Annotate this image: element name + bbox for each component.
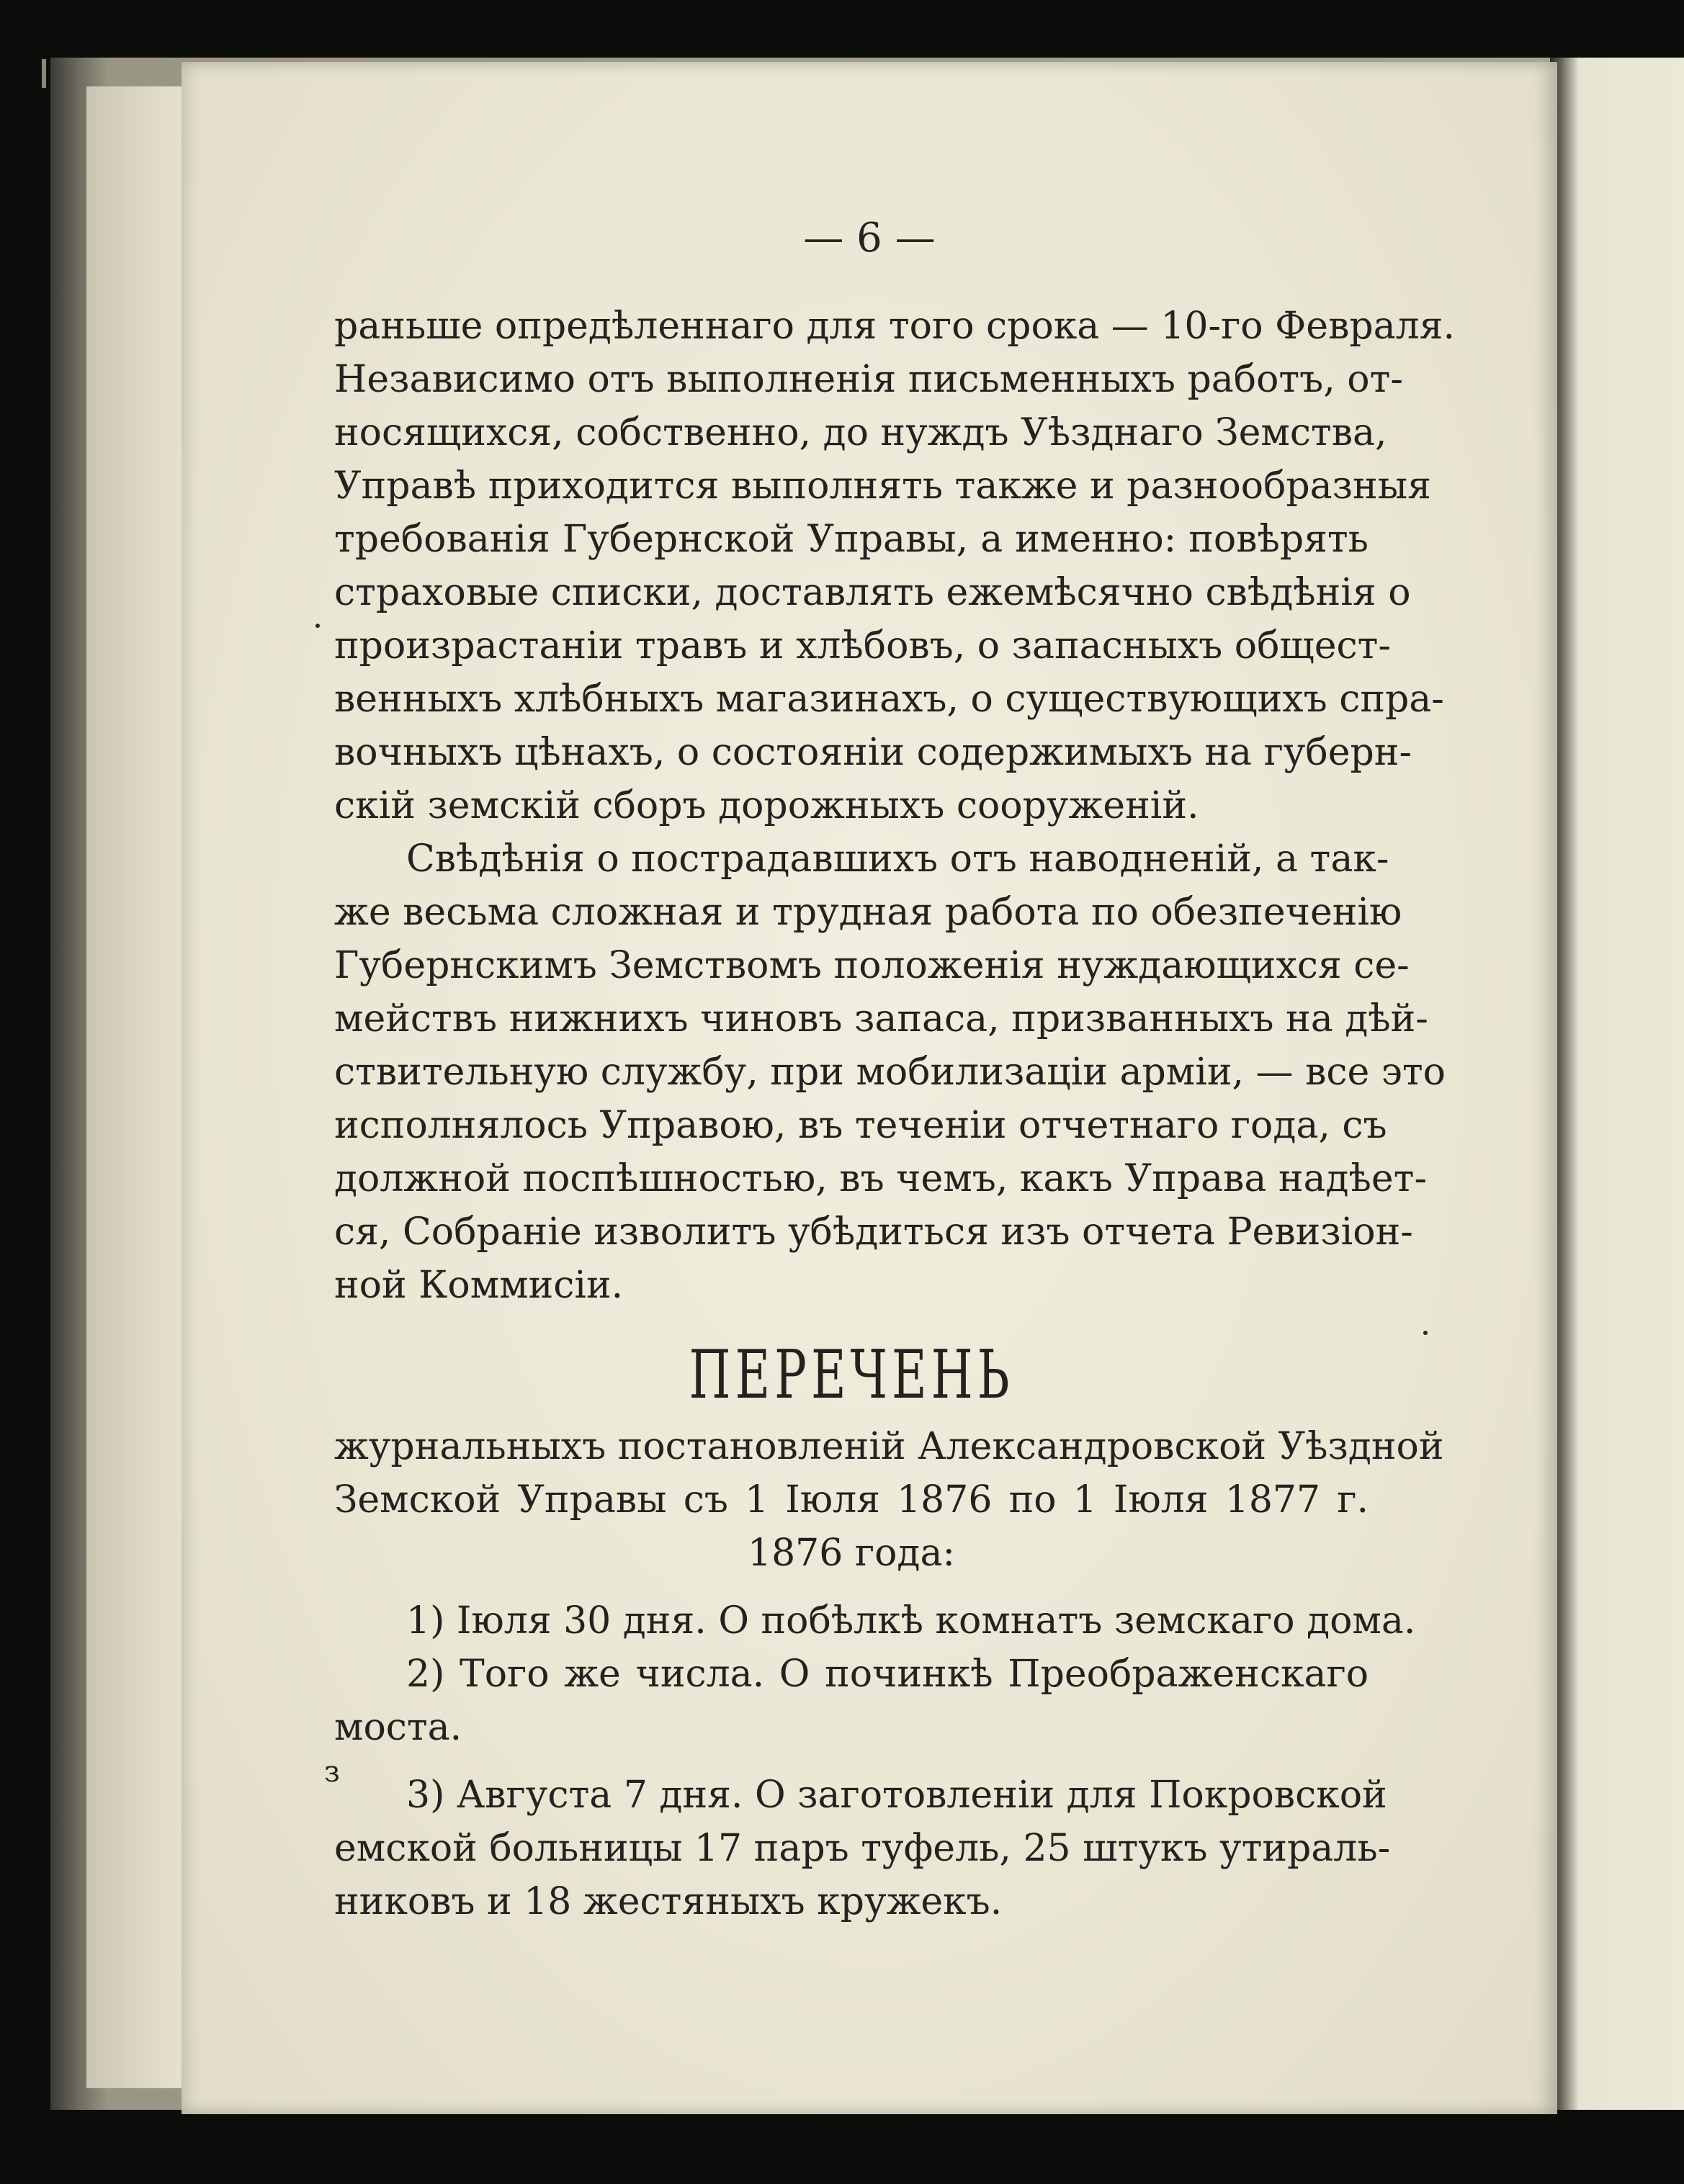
list-item-continued: моста.	[334, 1706, 462, 1749]
list-item: 2) Того же числа. О починкѣ Преображенскаго	[406, 1653, 1369, 1696]
list-item-continued: никовъ и 18 жестяныхъ кружекъ.	[334, 1880, 1003, 1923]
spacer	[334, 1580, 1369, 1594]
text-line: ся, Собраніе изволитъ убѣдиться изъ отчета Ревизіон-	[334, 1210, 1413, 1254]
text-line: Независимо отъ выполненія письменныхъ работъ, от-	[334, 358, 1403, 401]
text-line: Свѣдѣнія о пострадавшихъ отъ наводненій, а так-	[406, 837, 1389, 881]
list-item-continued: емской больницы 17 паръ туфель, 25 штукъ утираль-	[334, 1827, 1391, 1870]
text-line: венныхъ хлѣбныхъ магазинахъ, о существующихъ спра-	[334, 678, 1444, 721]
text-line: ной Коммисіи.	[334, 1264, 624, 1307]
binding-mark	[42, 59, 46, 88]
text-line: носящихся, собственно, до нуждъ Уѣзднаго Земства,	[334, 411, 1387, 454]
list-item: 3) Августа 7 дня. О заготовленіи для Покровской	[406, 1774, 1387, 1817]
ink-dot	[1423, 1331, 1428, 1335]
text-line: Губернскимъ Земствомъ положенія нуждающихся се-	[334, 944, 1410, 987]
text-line: произрастаніи травъ и хлѣбовъ, о запасныхъ общест-	[334, 624, 1391, 668]
facing-page-edge	[1550, 58, 1684, 2110]
text-line: исполнялось Управою, въ теченіи отчетнаго года, съ	[334, 1104, 1387, 1147]
text-line: должной поспѣшностью, въ чемъ, какъ Управа надѣет-	[334, 1157, 1428, 1200]
text-line: раньше опредѣленнаго для того срока — 10-го Февраля.	[334, 305, 1456, 348]
year-line: 1876 года:	[748, 1532, 955, 1575]
text-line: требованія Губернской Управы, а именно: повѣрять	[334, 518, 1369, 561]
ink-dot	[315, 624, 320, 628]
margin-letter: з	[324, 1756, 340, 1789]
text-line: Земской Управы съ 1 Іюля 1876 по 1 Іюля 1877 г.	[334, 1478, 1369, 1522]
text-line: журнальныхъ постановленій Александровской Уѣздной	[334, 1425, 1444, 1468]
text-line: Управѣ приходится выполнять также и разнообразныя	[334, 464, 1431, 508]
text-line: страховые списки, доставлять ежемѣсячно свѣдѣнія о	[334, 571, 1411, 614]
text-line: же весьма сложная и трудная работа по обезпеченію	[334, 891, 1402, 934]
list-item: 1) Іюля 30 дня. О побѣлкѣ комнатъ земскаго дома.	[406, 1599, 1416, 1643]
text-line: скій земскій сборъ дорожныхъ сооруженій.	[334, 784, 1199, 827]
page-edge	[86, 86, 187, 2088]
spacer	[334, 1754, 1369, 1769]
text-line: вочныхъ цѣнахъ, о состояніи содержимыхъ на губерн-	[334, 731, 1412, 774]
page-text	[334, 300, 1456, 1928]
section-heading: ПЕРЕЧЕНЬ	[689, 1336, 1014, 1414]
text-line: ствительную службу, при мобилизаціи арміи, — все это	[334, 1051, 1446, 1094]
page-number: — 6 —	[803, 215, 936, 261]
text-line: мействъ нижнихъ чиновъ запаса, призванныхъ на дѣй-	[334, 997, 1428, 1041]
